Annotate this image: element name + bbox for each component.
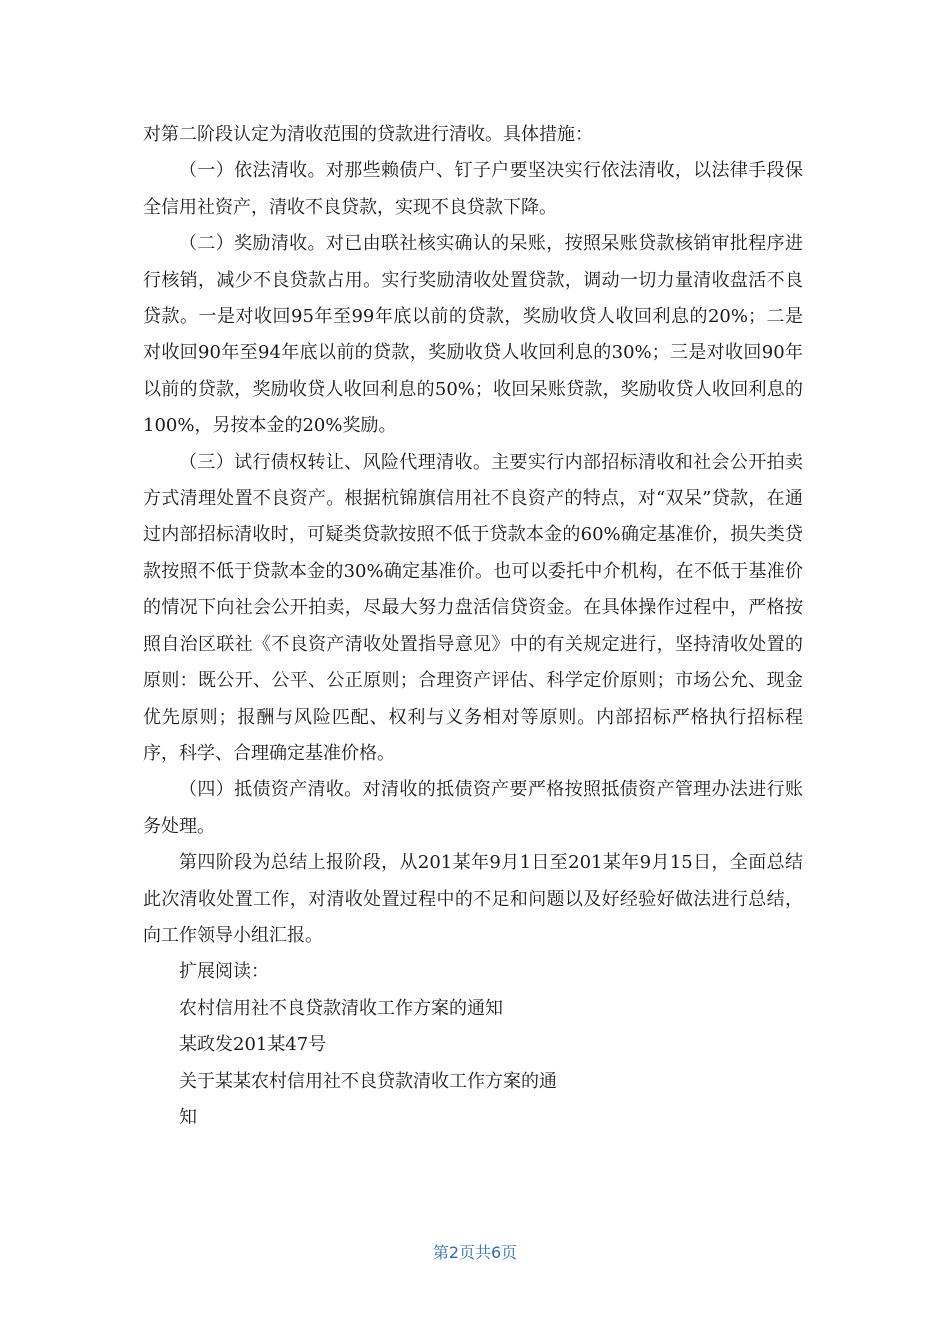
notice-heading-line-2: 知 xyxy=(179,1106,197,1128)
notice-heading-line-1: 关于某某农村信用社不良贷款清收工作方案的通 xyxy=(179,1070,557,1092)
paragraph-measure-4: （四）抵债资产清收。对清收的抵债资产要严格按照抵债资产管理办法进行账务处理。 xyxy=(143,779,803,837)
paragraph-measure-3: （三）试行债权转让、风险代理清收。主要实行内部招标清收和社会公开拍卖方式清理处置不良资产。根据杭锦旗信用社不良资产的特点，对“双呆”贷款，在通过内部招标清收时，可疑类贷款按照不低于贷款本金的60%确定基准价，损失类贷款按照不低于贷款本金的30%确定基准价。也可以委托中介机构，在不低于基准价的情况下向社会公开拍卖，尽最大努力盘活信贷资金。在具体操作过程中，严格按照自治区联社《不良资产清收处置指导意见》中的有关规定进行，坚持清收处置的原则：既公开、公平、公正原则；合理资产评估、科学定价原则；市场公允、现金优先原则；报酬与风险匹配、权利与义务相对等原则。内部招标严格执行招标程序，科学、合理确定基准价格。 xyxy=(143,451,803,764)
page-number: 第2页共6页 xyxy=(432,1243,518,1262)
document-number: 某政发201某47号 xyxy=(179,1034,327,1056)
document-body xyxy=(143,117,803,1136)
extended-reading-label: 扩展阅读： xyxy=(179,961,269,983)
paragraph-intro: 对第二阶段认定为清收范围的贷款进行清收。具体措施： xyxy=(143,124,593,145)
paragraph-measure-1: （一）依法清收。对那些赖债户、钉子户要坚决实行依法清收，以法律手段保全信用社资产，清收不良贷款，实现不良贷款下降。 xyxy=(143,160,803,218)
paragraph-measure-2: （二）奖励清收。对已由联社核实确认的呆账，按照呆账贷款核销审批程序进行核销，减少不良贷款占用。实行奖励清收处置贷款，调动一切力量清收盘活不良贷款。一是对收回95年至99年底以前的贷款，奖励收贷人收回利息的20%；二是对收回90年至94年底以前的贷款，奖励收贷人收回利息的30%；三是对收回90年以前的贷款，奖励收贷人收回利息的50%；收回呆账贷款，奖励收贷人收回利息的100%，另按本金的20%奖励。 xyxy=(143,233,803,437)
paragraph-stage-4: 第四阶段为总结上报阶段，从201某年9月1日至201某年9月15日，全面总结此次清收处置工作，对清收处置过程中的不足和问题以及好经验好做法进行总结，向工作领导小组汇报。 xyxy=(143,852,803,946)
notice-title: 农村信用社不良贷款清收工作方案的通知 xyxy=(179,997,503,1019)
